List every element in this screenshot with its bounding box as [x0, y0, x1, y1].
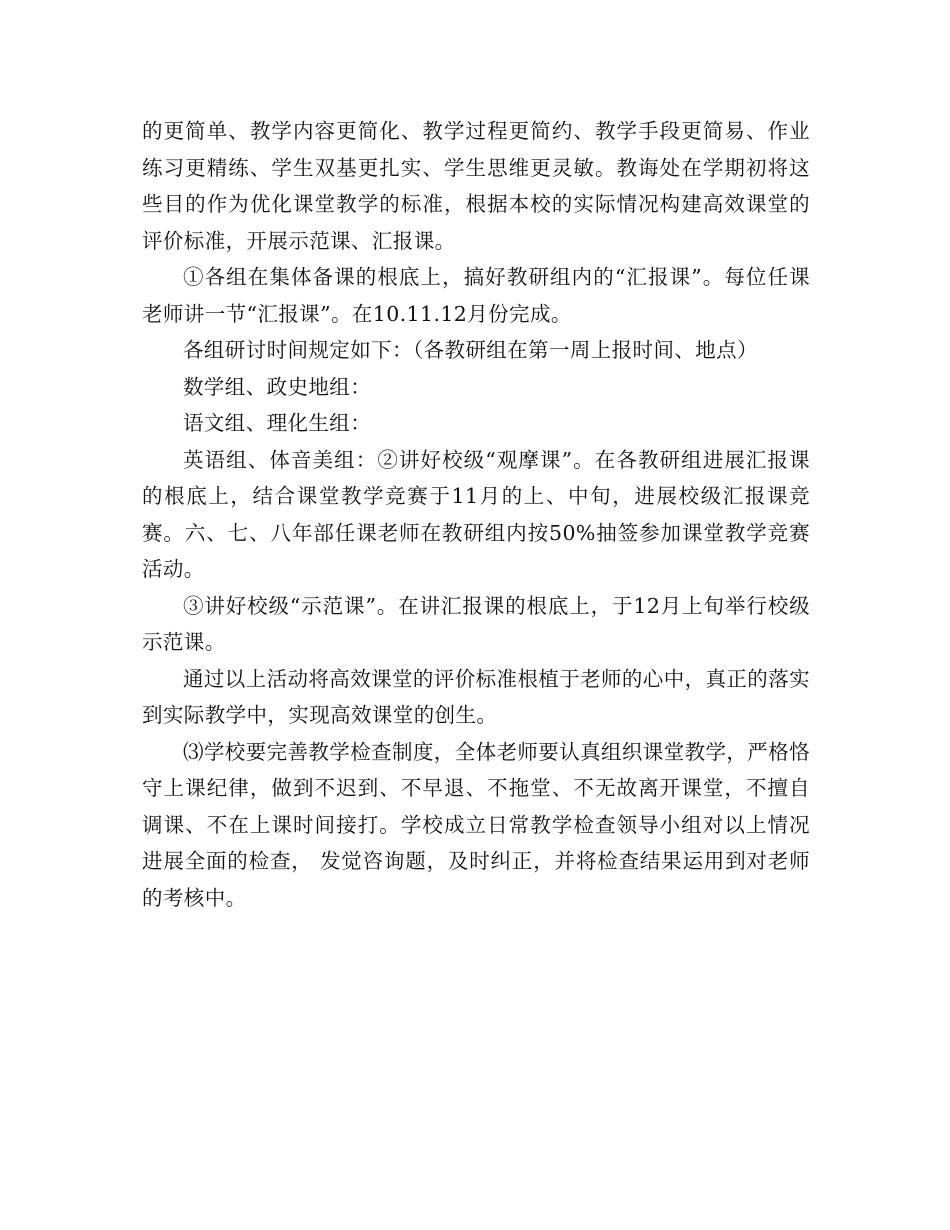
- paragraph-report-class: ①各组在集体备课的根底上，搞好教研组内的“汇报课”。每位任课老师讲一节“汇报课”。在10.11.12月份完成。: [142, 265, 810, 326]
- document-body: [142, 113, 810, 916]
- paragraph-math-politics-group: 数学组、政史地组：: [183, 374, 372, 399]
- paragraph-intro-continued: 的更简单、教学内容更简化、教学过程更简约、教学手段更简易、作业练习更精练、学生双基更扎实、学生思维更灵敏。教诲处在学期初将这些目的作为优化课堂教学的标准，根据本校的实际情况构建高效课堂的评价标准，开展示范课、汇报课。: [142, 119, 810, 253]
- paragraph-chinese-science-group: 语文组、理化生组：: [183, 411, 372, 435]
- paragraph-observation-class: 英语组、体音美组：②讲好校级“观摩课”。在各教研组进展汇报课的根底上，结合课堂教学竞赛于11月的上、中旬，进展校级汇报课竞赛。六、七、八年部任课老师在教研组内按50%抽签参加课堂教学竞赛活动。: [142, 447, 810, 581]
- paragraph-inspection-system: ⑶学校要完善教学检查制度，全体老师要认真组织课堂教学，严格恪守上课纪律，做到不迟到、不早退、不拖堂、不无故离开课堂，不擅自调课、不在上课时间接打。学校成立日常教学检查领导小组对以上情况进展全面的检查， 发觉咨询题，及时纠正，并将检查结果运用到对老师的考核中。: [142, 739, 810, 910]
- paragraph-demo-class: ③讲好校级“示范课”。在讲汇报课的根底上，于12月上旬举行校级示范课。: [142, 593, 810, 654]
- paragraph-schedule-rule: 各组研讨时间规定如下：（各教研组在第一周上报时间、地点）: [183, 338, 758, 362]
- paragraph-summary: 通过以上活动将高效课堂的评价标准根植于老师的心中，真正的落实到实际教学中，实现高效课堂的创生。: [142, 666, 810, 727]
